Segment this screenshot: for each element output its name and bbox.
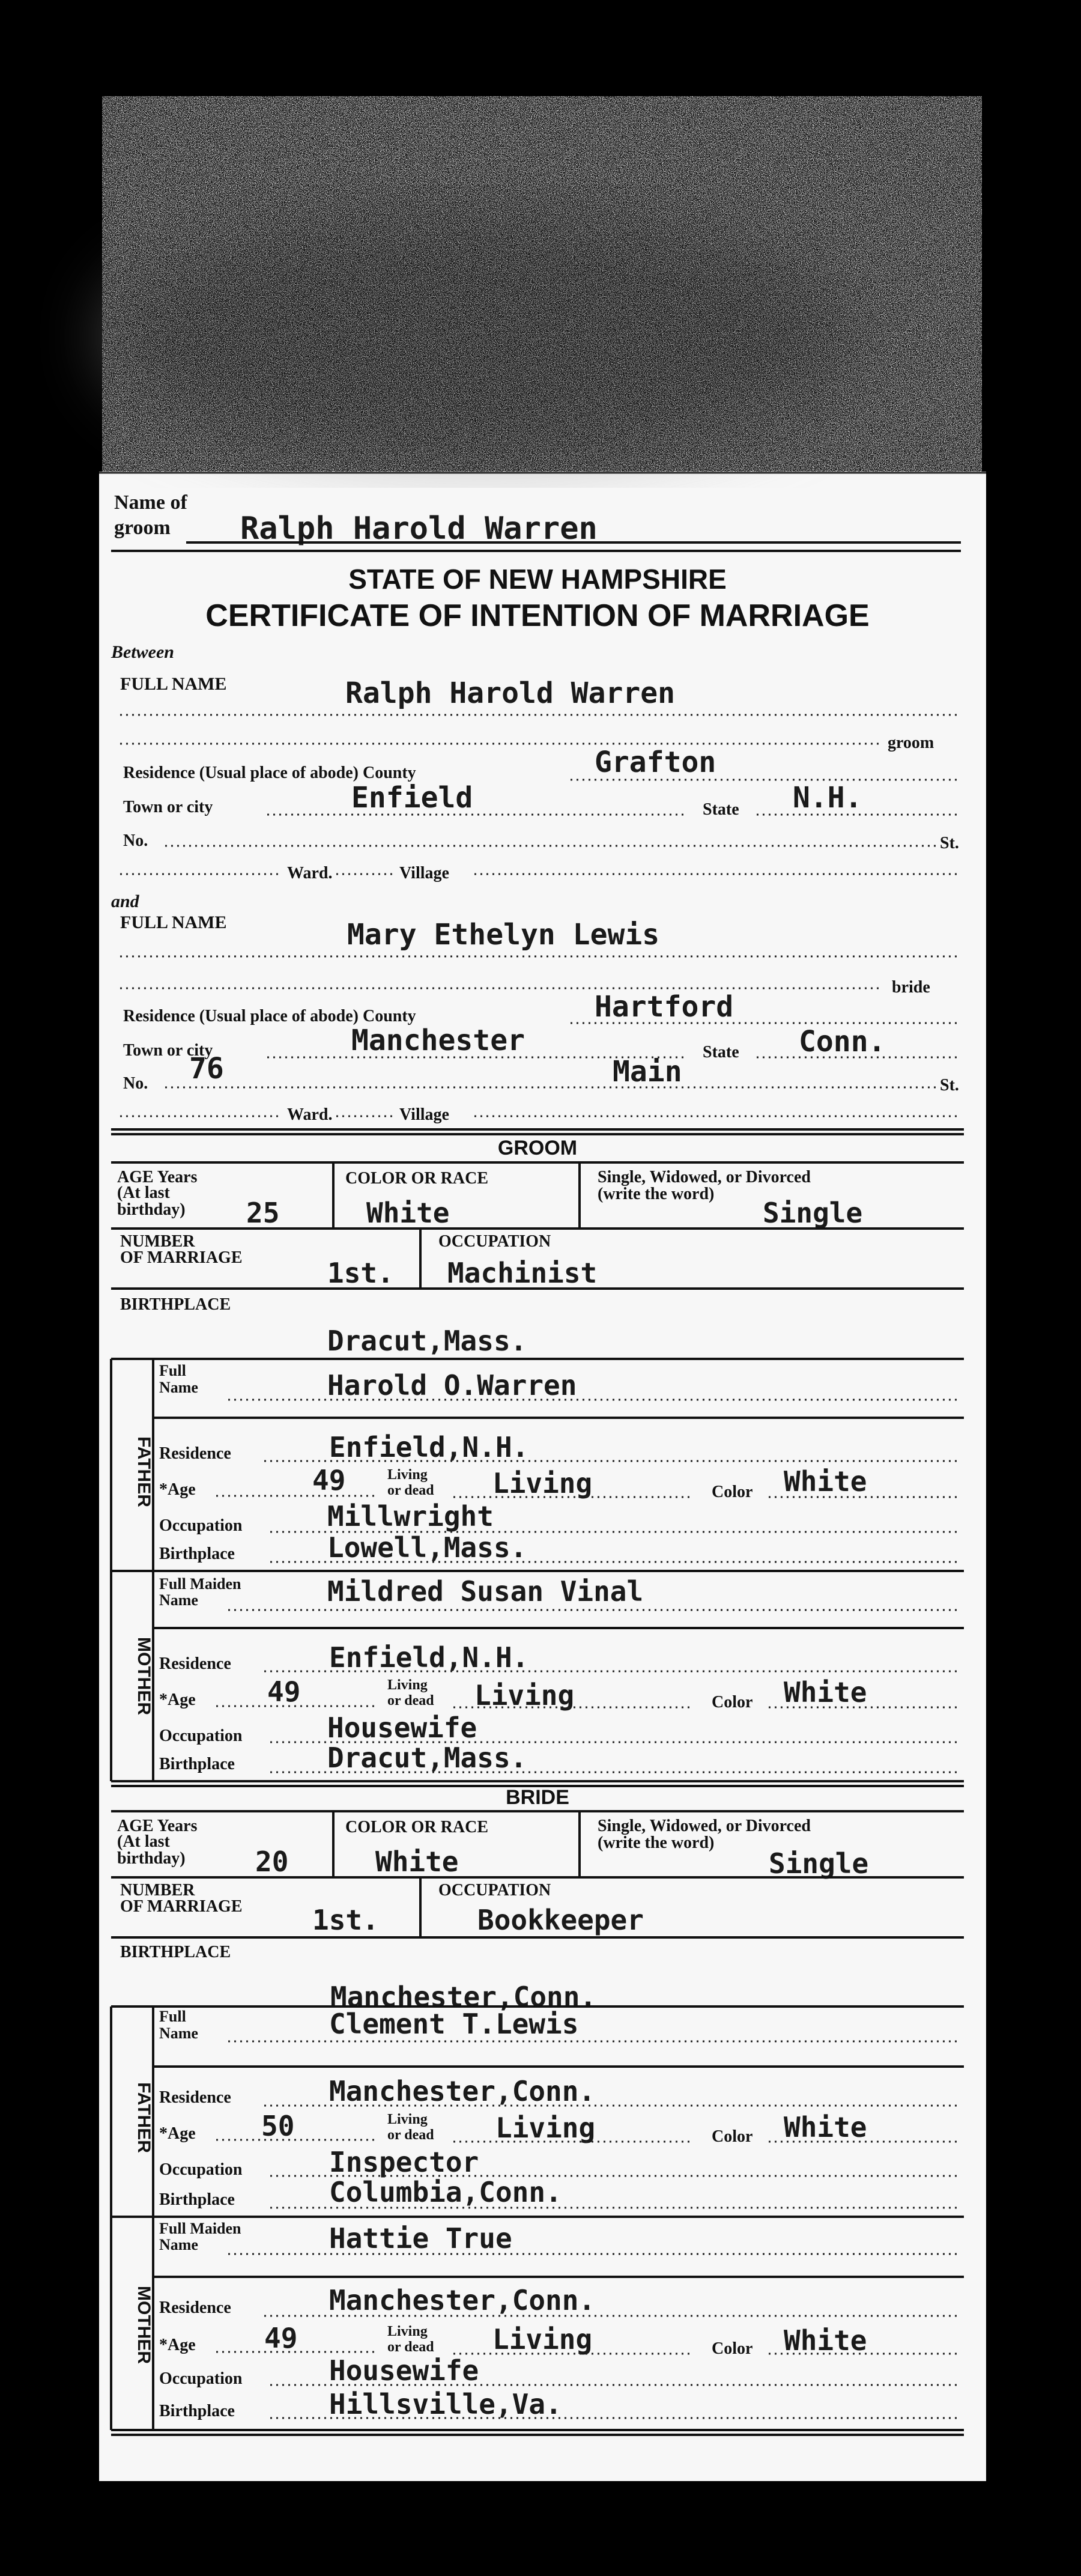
bride-occupation-value: Bookkeeper [477,1904,644,1936]
bride-village-label: Village [399,1105,449,1124]
groom-mother-color-value: White [784,1676,867,1709]
bride-mother-name-label: Name [159,2236,198,2253]
bride-mother-full-maiden-label: Full Maiden [159,2220,241,2237]
groom-state-value: N.H. [793,781,862,815]
groom-word: groom [888,734,934,752]
bride-mother-name-value: Hattie True [329,2222,512,2255]
bride-mother-color-label: Color [712,2339,753,2358]
groom-age-value: 25 [246,1197,280,1229]
bride-county-value: Hartford [595,990,734,1024]
bride-mother-living-value: Living [492,2323,593,2356]
groom-father-living-value: Living [492,1467,593,1499]
groom-age-label: AGE Years [117,1168,198,1186]
groom-marriage-number-value: 1st. [327,1257,394,1289]
bride-father-residence-value: Manchester,Conn. [329,2075,596,2107]
bride-state-label: State [703,1043,739,1062]
groom-number-label: NUMBER [120,1232,195,1251]
groom-father-age-label: *Age [159,1480,196,1499]
groom-mother-living-value: Living [474,1679,575,1712]
bride-color-value: White [375,1845,459,1878]
bride-marital-label: Single, Widowed, or Divorced [598,1817,811,1835]
bride-age-value: 20 [255,1845,289,1878]
bride-residence-label: Residence (Usual place of abode) County [123,1007,416,1025]
groom-marital-label: Single, Widowed, or Divorced [598,1168,811,1186]
bride-age-label: AGE Years [117,1817,198,1835]
groom-father-occupation-value: Millwright [327,1500,494,1533]
groom-full-name-label: FULL NAME [120,674,227,694]
bride-mother-age-value: 49 [264,2322,298,2354]
and-label: and [111,892,139,911]
groom-mother-residence-value: Enfield,N.H. [329,1641,529,1674]
groom-village-label: Village [399,864,449,882]
bride-mother-occupation-value: Housewife [329,2354,479,2387]
bride-father-age-label: *Age [159,2124,196,2143]
bride-of-marriage-label: OF MARRIAGE [120,1897,243,1916]
groom-town-value: Enfield [351,781,473,815]
bride-father-color-label: Color [712,2127,753,2146]
bride-father-living-value: Living [495,2112,596,2144]
groom-color-label: COLOR OR RACE [345,1169,489,1188]
bride-mother-residence-value: Manchester,Conn. [329,2284,596,2316]
between-label: Between [111,642,174,662]
bride-number-label: NUMBER [120,1881,195,1900]
bride-birthplace-value: Manchester,Conn. [330,1981,597,2013]
groom-father-residence-label: Residence [159,1444,231,1463]
bride-father-birthplace-value: Columbia,Conn. [329,2176,562,2208]
groom-mother-residence-label: Residence [159,1654,231,1673]
bride-color-label: COLOR OR RACE [345,1818,489,1836]
bride-father-vertical-label: FATHER [134,2082,154,2153]
certificate-title: CERTIFICATE OF INTENTION OF MARRIAGE [205,598,870,633]
bride-state-value: Conn. [799,1025,886,1059]
bride-mother-birthplace-value: Hillsville,Va. [329,2388,562,2420]
groom-marital-value: Single [763,1197,863,1229]
bride-mother-residence-label: Residence [159,2298,231,2317]
groom-mother-birthplace-value: Dracut,Mass. [327,1742,527,1774]
groom-father-occupation-label: Occupation [159,1516,243,1535]
bride-mother-occupation-label: Occupation [159,2369,243,2388]
bride-street-value: Main [613,1055,682,1089]
groom-father-residence-value: Enfield,N.H. [329,1431,529,1463]
groom-birthday-label: birthday) [117,1200,186,1219]
groom-residence-label: Residence (Usual place of abode) County [123,764,416,782]
groom-occupation-value: Machinist [447,1257,598,1289]
bride-father-residence-label: Residence [159,2088,231,2107]
groom-father-vertical-label: FATHER [134,1436,154,1507]
bride-father-full-label: Full [159,2008,186,2025]
bride-occupation-label: OCCUPATION [438,1881,551,1900]
groom-mother-or-dead-label: or dead [387,1693,434,1709]
groom-mother-full-maiden-label: Full Maiden [159,1575,241,1593]
groom-mother-vertical-label: MOTHER [134,1637,154,1715]
name-of-groom-label: Name of [114,491,187,514]
groom-town-label: Town or city [123,798,213,816]
groom-ward-label: Ward. [287,864,333,882]
groom-mother-name-value: Mildred Susan Vinal [327,1575,644,1608]
bride-at-last-label: (At last [117,1832,170,1851]
groom-father-full-label: Full [159,1362,186,1379]
bride-father-name-value: Clement T.Lewis [329,2008,579,2040]
bride-word: bride [892,978,930,997]
groom-father-name-value: Harold O.Warren [327,1369,577,1402]
groom-father-name-label: Name [159,1379,198,1396]
bride-town-label: Town or city [123,1041,213,1060]
bride-mother-vertical-label: MOTHER [134,2286,154,2364]
bride-mother-color-value: White [784,2324,867,2357]
bride-father-occupation-value: Inspector [329,2146,479,2178]
bride-no-label: No. [123,1074,148,1093]
bride-ward-label: Ward. [287,1105,333,1124]
groom-mother-age-value: 49 [267,1675,301,1708]
state-heading: STATE OF NEW HAMPSHIRE [348,564,727,595]
groom-mother-age-label: *Age [159,1690,196,1709]
name-of-groom-value: Ralph Harold Warren [240,511,598,547]
groom-marital-label-2: (write the word) [598,1185,715,1203]
groom-father-birthplace-value: Lowell,Mass. [327,1531,527,1564]
groom-father-birthplace-label: Birthplace [159,1545,235,1563]
groom-father-living-label: Living [387,1467,428,1483]
bride-st-label: St. [940,1076,959,1095]
groom-st-label: St. [940,834,959,852]
bride-town-value: Manchester [351,1024,525,1057]
groom-mother-birthplace-label: Birthplace [159,1755,235,1773]
groom-father-color-label: Color [712,1483,753,1501]
groom-birthplace-label: BIRTHPLACE [120,1295,231,1314]
bride-no-value: 76 [189,1052,224,1086]
groom-mother-color-label: Color [712,1693,753,1712]
groom-county-value: Grafton [595,746,716,779]
bride-section-heading: BRIDE [506,1786,569,1809]
groom-mother-name-label: Name [159,1591,198,1609]
bride-father-living-label: Living [387,2112,428,2127]
bride-mother-living-label: Living [387,2324,428,2339]
name-of-groom-label-2: groom [114,517,171,539]
groom-father-color-value: White [784,1465,867,1498]
bride-father-birthplace-label: Birthplace [159,2190,235,2209]
groom-color-value: White [366,1197,450,1229]
bride-mother-or-dead-label: or dead [387,2339,434,2355]
groom-section-heading: GROOM [497,1137,578,1159]
groom-state-label: State [703,800,739,819]
groom-mother-occupation-label: Occupation [159,1727,243,1745]
groom-occupation-label: OCCUPATION [438,1232,551,1251]
groom-mother-occupation-value: Housewife [327,1712,477,1744]
groom-birthplace-value: Dracut,Mass. [327,1325,527,1357]
bride-marital-value: Single [769,1847,869,1880]
bride-full-name-label: FULL NAME [120,913,227,932]
groom-mother-living-label: Living [387,1677,428,1693]
bride-full-name-value: Mary Ethelyn Lewis [347,918,660,952]
bride-marriage-number-value: 1st. [312,1904,379,1936]
bride-father-occupation-label: Occupation [159,2160,243,2179]
bride-birthplace-label: BIRTHPLACE [120,1943,231,1961]
bride-father-name-label: Name [159,2025,198,2042]
bride-marital-label-2: (write the word) [598,1833,715,1852]
groom-father-age-value: 49 [312,1464,346,1496]
bride-birthday-label: birthday) [117,1849,186,1868]
bride-mother-age-label: *Age [159,2336,196,2354]
groom-of-marriage-label: OF MARRIAGE [120,1248,243,1267]
bride-mother-birthplace-label: Birthplace [159,2402,235,2420]
groom-full-name-value: Ralph Harold Warren [345,676,676,710]
bride-father-age-value: 50 [261,2110,295,2142]
groom-at-last-label: (At last [117,1183,170,1202]
bride-father-color-value: White [784,2111,867,2143]
groom-father-or-dead-label: or dead [387,1483,434,1498]
top-smudge [102,96,982,472]
groom-no-label: No. [123,831,148,850]
bride-father-or-dead-label: or dead [387,2127,434,2143]
